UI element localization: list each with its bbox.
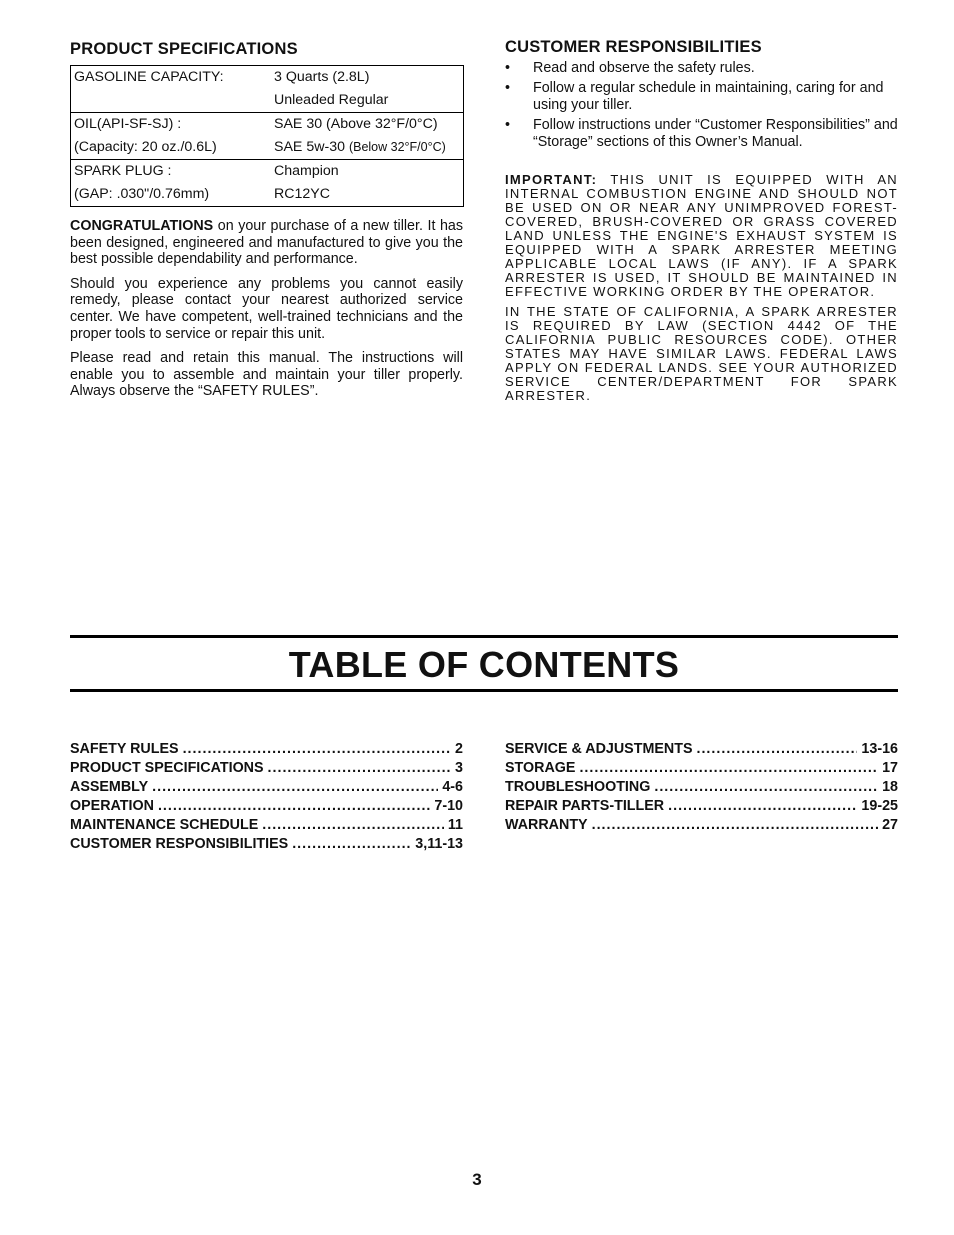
list-item-text: Read and observe the safety rules. [533, 60, 755, 76]
spec-key: OIL(API-SF-SJ) : [74, 116, 182, 132]
spec-value: Champion [274, 163, 339, 179]
specifications-table [70, 65, 464, 207]
spec-key: (GAP: .030"/0.76mm) [74, 186, 210, 202]
customer-responsibilities-heading: CUSTOMER RESPONSIBILITIES [505, 38, 762, 56]
list-item [505, 80, 898, 113]
toc-entry[interactable] [505, 816, 898, 835]
toc-leader [158, 797, 430, 816]
toc-leader [183, 740, 451, 759]
list-item-text: Follow a regular schedule in maintaining, caring for and using your tiller. [533, 80, 884, 113]
customer-responsibilities-section [505, 38, 898, 409]
bullet-icon: • [505, 117, 511, 134]
toc-leader [654, 778, 878, 797]
spec-value [271, 136, 464, 160]
list-item [505, 117, 898, 150]
toc-page: 7-10 [434, 798, 463, 814]
toc-label: SAFETY RULES [70, 741, 179, 757]
spec-value: RC12YC [274, 186, 330, 202]
toc-entry[interactable] [70, 816, 463, 835]
spec-value-note: (Below 32°F/0°C) [348, 140, 446, 154]
spec-key: (Capacity: 20 oz./0.6L) [71, 136, 272, 160]
toc-page: 17 [882, 760, 898, 776]
list-item-text: Follow instructions under “Customer Responsibilities” and “Storage” sections of this Owner’s Manual. [533, 117, 898, 150]
toc-page: 19-25 [861, 798, 898, 814]
toc-page: 27 [882, 817, 898, 833]
toc-page: 18 [882, 779, 898, 795]
toc-left-column [70, 740, 463, 854]
toc-entry[interactable] [70, 778, 463, 797]
spec-value: Unleaded Regular [271, 89, 464, 113]
toc-label: WARRANTY [505, 817, 588, 833]
toc-leader [262, 816, 444, 835]
california-notice: IN THE STATE OF CALIFORNIA, A SPARK ARRESTER IS REQUIRED BY LAW (SECTION 4442 OF THE CALIFORNIA PUBLIC RESOURCES CODE). OTHER STATES MAY HAVE SIMILAR LAWS. FEDERAL LAWS APPLY ON FEDERAL LANDS. SEE YOUR AUTHORIZED SERVICE CENTER/DEPARTMENT FOR SPARK ARRESTER. [505, 304, 898, 404]
toc-label: CUSTOMER RESPONSIBILITIES [70, 836, 289, 852]
toc-label: ASSEMBLY [70, 779, 149, 795]
toc-bottom-rule [70, 689, 898, 692]
toc-entry[interactable] [505, 740, 898, 759]
list-item [505, 60, 898, 76]
page-number: 3 [472, 1170, 482, 1189]
toc-title: TABLE OF CONTENTS [288, 644, 680, 685]
spec-key [71, 89, 272, 113]
toc-entry[interactable] [505, 778, 898, 797]
toc-label: OPERATION [70, 798, 154, 814]
toc-leader [268, 759, 452, 778]
toc-right-column [505, 740, 898, 835]
toc-label: REPAIR PARTS-TILLER [505, 798, 665, 814]
responsibilities-list [505, 60, 898, 150]
toc-leader [152, 778, 438, 797]
toc-label: TROUBLESHOOTING [505, 779, 651, 795]
table-row [71, 183, 464, 207]
toc-label: SERVICE & ADJUSTMENTS [505, 741, 693, 757]
product-specifications-section [70, 40, 463, 408]
toc-entry[interactable] [505, 797, 898, 816]
bullet-icon: • [505, 80, 511, 97]
toc-entry[interactable] [70, 759, 463, 778]
service-paragraph: Should you experience any problems you cannot easily remedy, please contact your nearest authorized service center. We have competent, well-trained technicians and the proper tools to service or repair this unit. [70, 275, 463, 342]
toc-entry[interactable] [70, 797, 463, 816]
spec-key: GASOLINE CAPACITY: [74, 69, 224, 85]
important-notice [505, 173, 898, 299]
table-row [71, 66, 464, 90]
toc-page: 4-6 [442, 779, 463, 795]
spec-key: SPARK PLUG : [74, 163, 172, 179]
toc-page: 11 [447, 817, 463, 833]
toc-page: 3 [455, 760, 463, 776]
toc-entry[interactable] [505, 759, 898, 778]
toc-entry[interactable] [70, 835, 463, 854]
table-row [71, 160, 464, 184]
spec-value: SAE 30 (Above 32°F/0°C) [274, 116, 438, 132]
product-specifications-heading: PRODUCT SPECIFICATIONS [70, 40, 298, 58]
toc-page: 13-16 [861, 741, 898, 757]
toc-label: MAINTENANCE SCHEDULE [70, 817, 259, 833]
table-row [71, 113, 464, 137]
bullet-icon: • [505, 60, 511, 76]
congratulations-text: on your purchase of a new tiller. It has been designed, engineered and manufactured to give you the best possible dependability and performance. [70, 218, 463, 268]
toc-leader [292, 835, 411, 854]
toc-label: PRODUCT SPECIFICATIONS [70, 760, 264, 776]
spec-value-main: SAE 5w-30 [274, 139, 345, 155]
toc-top-rule [70, 635, 898, 638]
toc-leader [668, 797, 857, 816]
toc-page: 2 [455, 741, 463, 757]
table-row [71, 89, 464, 113]
toc-label: STORAGE [505, 760, 576, 776]
toc-leader [592, 816, 878, 835]
congratulations-paragraph [70, 218, 463, 268]
table-row [71, 136, 464, 160]
manual-paragraph: Please read and retain this manual. The instructions will enable you to assemble and maintain your tiller properly. Always observe the “SAFETY RULES”. [70, 350, 463, 400]
important-label: IMPORTANT: [505, 172, 598, 188]
toc-page: 3,11-13 [415, 836, 463, 852]
toc-leader [696, 740, 857, 759]
important-text: THIS UNIT IS EQUIPPED WITH AN INTERNAL COMBUSTION ENGINE AND SHOULD NOT BE USED ON OR NEAR ANY UNIMPROVED FOREST-COVERED, BRUSH-COVERED OR GRASS COVERED LAND UNLESS THE ENGINE'S EXHAUST SYSTEM IS EQUIPPED WITH A SPARK ARRESTER MEETING APPLICABLE LOCAL LAWS (IF ANY). IF A SPARK ARRESTER IS USED, IT SHOULD BE MAINTAINED IN EFFECTIVE WORKING ORDER BY THE OPERATOR. [505, 172, 898, 300]
congratulations-lead: CONGRATULATIONS [70, 218, 214, 234]
toc-leader [579, 759, 878, 778]
spec-value: 3 Quarts (2.8L) [274, 69, 370, 85]
toc-entry[interactable] [70, 740, 463, 759]
